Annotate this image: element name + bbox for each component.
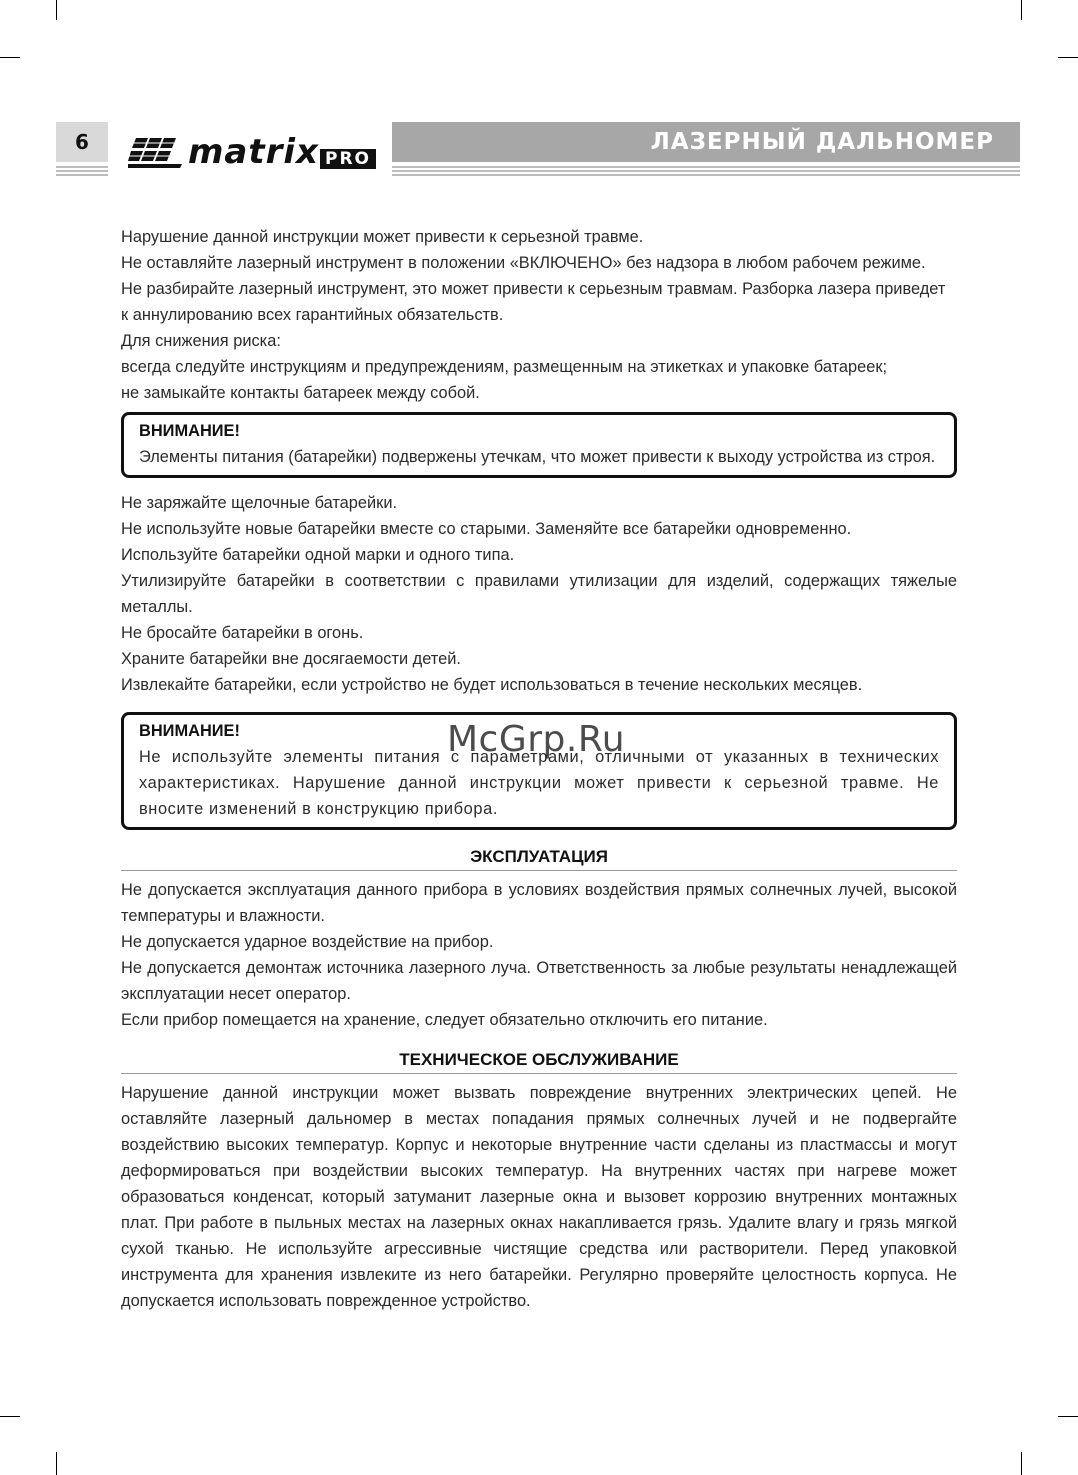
page-header bbox=[56, 122, 1020, 180]
crop-mark bbox=[56, 0, 57, 20]
header-stripes bbox=[56, 166, 108, 178]
page-number-box bbox=[56, 122, 108, 162]
watermark: McGrp.Ru bbox=[447, 719, 626, 760]
intro-line: Для снижения риска: bbox=[121, 332, 281, 350]
crop-mark bbox=[0, 57, 20, 58]
maintenance-paragraph: Нарушение данной инструкции может вызвать повреждение внутренних электрических цепей. Не оставляйте лазерный дальномер в местах попадания прямых солнечных лучей и не подвергайте воздействию высоких температур. Корпус и некоторые внутренние части сделаны из пластмассы и могут деформироваться при воздействии высоких температур. На внутренних частях при нагреве может образоваться конденсат, который затуманит лазерные окна и вызовет коррозию внутренних монтажных плат. При работе в пыльных местах на лазерных окнах накапливается грязь. Удалите влагу и грязь мягкой сухой тканью. Не используйте агрессивные чистящие средства или растворители. Перед упаковкой инструмента для хранения извлеките из него батарейки. Регулярно проверяйте целостность корпуса. Не допускается использовать поврежденное устройство. bbox=[121, 1084, 957, 1310]
crop-mark bbox=[1058, 57, 1078, 58]
warning-title: ВНИМАНИЕ! bbox=[139, 422, 240, 440]
battery-rule: Не используйте новые батарейки вместе со старыми. Заменяйте все батарейки одновременно. bbox=[121, 520, 852, 538]
crop-mark bbox=[1021, 0, 1022, 20]
intro-line: не замыкайте контакты батареек между собой. bbox=[121, 384, 480, 402]
battery-rule: Храните батарейки вне досягаемости детей. bbox=[121, 650, 461, 668]
warning-text: Не используйте элементы питания с параметрами, отличными от указанных в технических характеристиках. Нарушение данной инструкции может привести к серьезной травме. Не вносите изменений в конструкцию прибора. bbox=[139, 748, 939, 818]
battery-rule: Не заряжайте щелочные батарейки. bbox=[121, 494, 398, 512]
page-content bbox=[121, 224, 957, 1314]
intro-line: всегда следуйте инструкциям и предупреждениям, размещенным на этикетках и упаковке батареек; bbox=[121, 358, 888, 376]
section-title-operation: ЭКСПЛУАТАЦИЯ bbox=[121, 844, 957, 871]
warning-box-batteries bbox=[121, 412, 957, 478]
warning-title: ВНИМАНИЕ! bbox=[139, 722, 240, 740]
battery-rule: Утилизируйте батарейки в соответствии с правилами утилизации для изделий, содержащих тяжелые металлы. bbox=[121, 572, 957, 616]
operation-paragraph: Не допускается ударное воздействие на прибор. bbox=[121, 933, 494, 951]
page-title: ЛАЗЕРНЫЙ ДАЛЬНОМЕР bbox=[650, 129, 994, 155]
section-title-maintenance: ТЕХНИЧЕСКОЕ ОБСЛУЖИВАНИЕ bbox=[121, 1047, 957, 1074]
operation-paragraph: Не допускается демонтаж источника лазерного луча. Ответственность за любые результаты ненадлежащей эксплуатации несет оператор. bbox=[121, 959, 957, 1003]
logo-wordmark: matrix bbox=[188, 132, 319, 172]
header-title-bar bbox=[392, 122, 1020, 162]
logo-mark-icon bbox=[128, 134, 184, 170]
crop-mark bbox=[0, 1416, 20, 1417]
battery-rule: Не бросайте батарейки в огонь. bbox=[121, 624, 364, 642]
intro-line: Не оставляйте лазерный инструмент в положении «ВКЛЮЧЕНО» без надзора в любом рабочем режиме. bbox=[121, 254, 926, 272]
crop-mark bbox=[56, 1452, 57, 1475]
operation-paragraph: Если прибор помещается на хранение, следует обязательно отключить его питание. bbox=[121, 1011, 768, 1029]
intro-line: Нарушение данной инструкции может привести к серьезной травме. bbox=[121, 228, 644, 246]
warning-text: Элементы питания (батарейки) подвержены утечкам, что может привести к выходу устройства из строя. bbox=[139, 448, 936, 466]
intro-line: Не разбирайте лазерный инструмент, это может привести к серьезным травмам. Разборка лазера приведет к аннулированию всех гарантийных обязательств. bbox=[121, 280, 946, 324]
crop-mark bbox=[1058, 1416, 1078, 1417]
operation-paragraph: Не допускается эксплуатация данного прибора в условиях воздействия прямых солнечных лучей, высокой температуры и влажности. bbox=[121, 881, 957, 925]
logo-pro-badge: PRO bbox=[320, 149, 376, 169]
page-number: 6 bbox=[75, 130, 89, 154]
brand-logo bbox=[128, 132, 378, 172]
crop-mark bbox=[1021, 1452, 1022, 1475]
battery-rule: Используйте батарейки одной марки и одного типа. bbox=[121, 546, 515, 564]
battery-rule: Извлекайте батарейки, если устройство не будет использоваться в течение нескольких месяцев. bbox=[121, 676, 863, 694]
title-stripes bbox=[392, 166, 1020, 178]
